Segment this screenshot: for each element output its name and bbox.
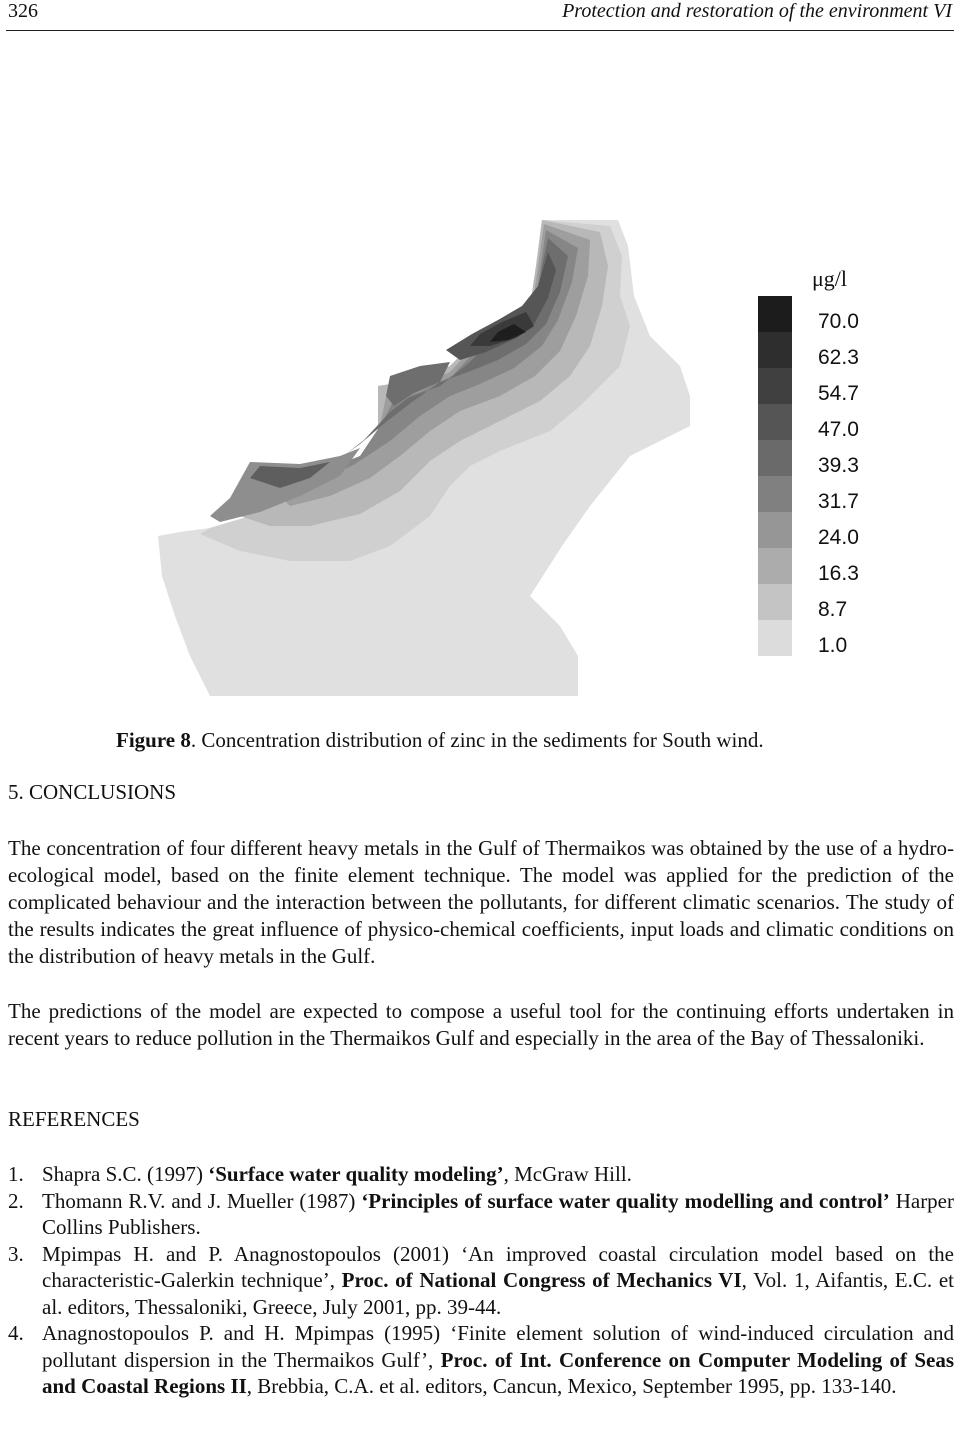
conclusions-paragraph-2 xyxy=(8,998,954,1052)
legend-row xyxy=(758,620,888,656)
legend-row xyxy=(758,368,888,404)
reference-number: 2. xyxy=(8,1188,24,1213)
legend-label: 70.0 xyxy=(818,310,859,333)
legend-label: 47.0 xyxy=(818,418,859,441)
reference-text xyxy=(42,1188,954,1241)
body-paragraph: The concentration of four different heavy metals in the Gulf of Thermaikos was obtained by the use of a hydro-ecological model, based on the finite element technique. The model was applied for the prediction of the complicated behaviour and the interaction between the pollutants, for different climatic scenarios. The study of the results indicates the great influence of physico-chemical coefficients, input loads and climatic conditions on the distribution of heavy metals in the Gulf. xyxy=(8,836,954,968)
running-title: Protection and restoration of the environment VI xyxy=(562,0,952,22)
reference-details: , Brebbia, C.A. et al. editors, Cancun, Mexico, September 1995, pp. 133-140. xyxy=(246,1374,897,1398)
reference-item xyxy=(8,1241,954,1321)
reference-number: 1. xyxy=(8,1162,24,1186)
reference-details: , Vol. 1, Aifantis, E.C. et al. editors, Thessaloniki, Greece, July 2001, pp. 39-44. xyxy=(42,1268,954,1319)
legend-label: 24.0 xyxy=(818,526,859,549)
legend-swatch xyxy=(758,620,792,656)
legend-row xyxy=(758,404,888,440)
legend-label: 39.3 xyxy=(818,454,859,477)
legend-row xyxy=(758,548,888,584)
conclusions-paragraph-1 xyxy=(8,835,954,970)
legend-label: 8.7 xyxy=(818,598,848,621)
body-paragraph: The predictions of the model are expected to compose a useful tool for the continuing efforts undertaken in recent years to reduce pollution in the Thermaikos Gulf and especially in the area of the Bay of Thessaloniki. xyxy=(8,999,954,1050)
reference-text xyxy=(42,1241,954,1321)
references-heading: REFERENCES xyxy=(8,1107,140,1131)
reference-title: ‘Surface water quality modeling’ xyxy=(208,1162,504,1186)
legend-label: 54.7 xyxy=(818,382,859,405)
legend-unit: μg/l xyxy=(812,266,848,291)
figure-caption xyxy=(116,728,764,753)
legend-row xyxy=(758,296,888,332)
legend-swatch xyxy=(758,368,792,404)
reference-number: 4. xyxy=(8,1321,24,1345)
legend-row xyxy=(758,440,888,476)
reference-text xyxy=(42,1161,954,1188)
reference-list xyxy=(8,1161,954,1400)
concentration-contour-map xyxy=(150,216,730,701)
legend-row xyxy=(758,476,888,512)
reference-details: , McGraw Hill. xyxy=(503,1162,632,1186)
reference-title: Proc. of Int. Conference on Computer Modeling of Seas and Coastal Regions II xyxy=(42,1347,955,1398)
page-header xyxy=(6,0,954,31)
legend-swatch xyxy=(758,512,792,548)
reference-authors: Shapra S.C. (1997) xyxy=(42,1162,209,1186)
reference-text xyxy=(42,1320,954,1400)
page-number: 326 xyxy=(8,0,38,22)
legend-swatch xyxy=(758,332,792,368)
reference-details: Harper Collins Publishers. xyxy=(42,1188,955,1239)
legend-row xyxy=(758,332,888,368)
legend-swatch xyxy=(758,476,792,512)
reference-authors: Thomann R.V. and J. Mueller (1987) xyxy=(42,1188,362,1213)
conclusions-heading: 5. CONCLUSIONS xyxy=(8,780,177,804)
legend-label: 62.3 xyxy=(818,346,859,369)
legend-swatch xyxy=(758,548,792,584)
reference-item xyxy=(8,1320,954,1400)
legend-swatch xyxy=(758,296,792,332)
reference-title: ‘Principles of surface water quality modelling and control’ xyxy=(361,1188,890,1213)
color-legend xyxy=(758,266,888,666)
legend-label: 16.3 xyxy=(818,562,859,585)
figure-caption-label: Figure 8 xyxy=(116,728,191,752)
reference-item xyxy=(8,1188,954,1241)
reference-number: 3. xyxy=(8,1241,24,1266)
reference-authors: Mpimpas H. and P. Anagnostopoulos (2001) ‘An improved coastal circulation model based on the characteristic-Galerkin technique’, xyxy=(42,1241,954,1292)
legend-row xyxy=(758,512,888,548)
reference-item xyxy=(8,1161,954,1188)
legend-label: 1.0 xyxy=(818,634,848,657)
legend-swatch xyxy=(758,584,792,620)
reference-authors: Anagnostopoulos P. and H. Mpimpas (1995) ‘Finite element solution of wind-induced circulation and pollutant dispersion in the Thermaikos Gulf’, xyxy=(42,1321,954,1372)
legend-swatch xyxy=(758,404,792,440)
legend-label: 31.7 xyxy=(818,490,859,513)
legend-row xyxy=(758,584,888,620)
reference-title: Proc. of National Congress of Mechanics VI xyxy=(341,1268,742,1292)
figure-caption-text: . Concentration distribution of zinc in the sediments for South wind. xyxy=(190,728,764,752)
legend-swatch xyxy=(758,440,792,476)
